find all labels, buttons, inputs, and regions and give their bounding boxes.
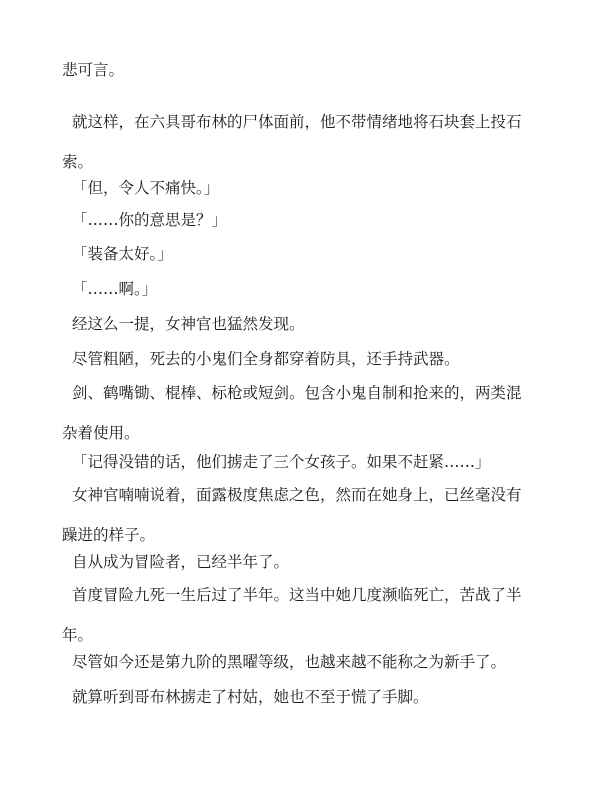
- paragraph-4: [72, 213, 542, 231]
- text-line: 女神官喃喃说着，面露极度焦虑之色，然而在她身上，已丝毫没有: [72, 486, 522, 504]
- text-line: 自从成为冒险者，已经半年了。: [72, 553, 290, 571]
- paragraph-3: [72, 181, 542, 199]
- text-line: 年。: [62, 626, 94, 644]
- text-line: 经这么一提，女神官也猛然发现。: [72, 315, 305, 333]
- paragraph-13: [62, 586, 542, 646]
- text-line: 「但，令人不痛快。」: [72, 179, 220, 197]
- paragraph-11: [62, 486, 542, 546]
- paragraph-15: [72, 690, 542, 708]
- paragraph-9: [62, 384, 542, 444]
- text-line: 剑、鹤嘴锄、棍棒、标枪或短剑。包含小鬼自制和抢来的，两类混: [72, 384, 522, 402]
- text-line: 尽管如今还是第九阶的黑曜等级，也越来越不能称之为新手了。: [72, 653, 507, 671]
- text-line: 「……啊。」: [72, 280, 158, 298]
- paragraph-8: [72, 352, 542, 370]
- paragraph-14: [72, 655, 542, 673]
- paragraph-5: [72, 247, 542, 265]
- text-line: 悲可言。: [62, 61, 125, 79]
- paragraph-1: [62, 63, 532, 81]
- text-line: 「装备太好。」: [72, 245, 173, 263]
- text-line: 就算听到哥布林掳走了村姑，她也不至于慌了手脚。: [72, 688, 429, 706]
- text-line: 「……你的意思是？」: [72, 211, 228, 229]
- paragraph-6: [72, 282, 542, 300]
- paragraph-12: [72, 555, 542, 573]
- text-line: 尽管粗陋，死去的小鬼们全身都穿着防具，还手持武器。: [72, 350, 460, 368]
- paragraph-10: [72, 455, 542, 473]
- text-line: 杂着使用。: [62, 424, 140, 442]
- text-line: 索。: [62, 153, 94, 171]
- text-line: 躁进的样子。: [62, 526, 156, 544]
- paragraph-2: [62, 113, 542, 173]
- paragraph-7: [72, 317, 542, 335]
- text-line: 就这样，在六具哥布林的尸体面前，他不带情绪地将石块套上投石: [72, 113, 522, 131]
- text-line: 首度冒险九死一生后过了半年。这当中她几度濒临死亡，苦战了半: [72, 586, 522, 604]
- text-line: 「记得没错的话，他们掳走了三个女孩子。如果不赶紧……」: [72, 453, 491, 471]
